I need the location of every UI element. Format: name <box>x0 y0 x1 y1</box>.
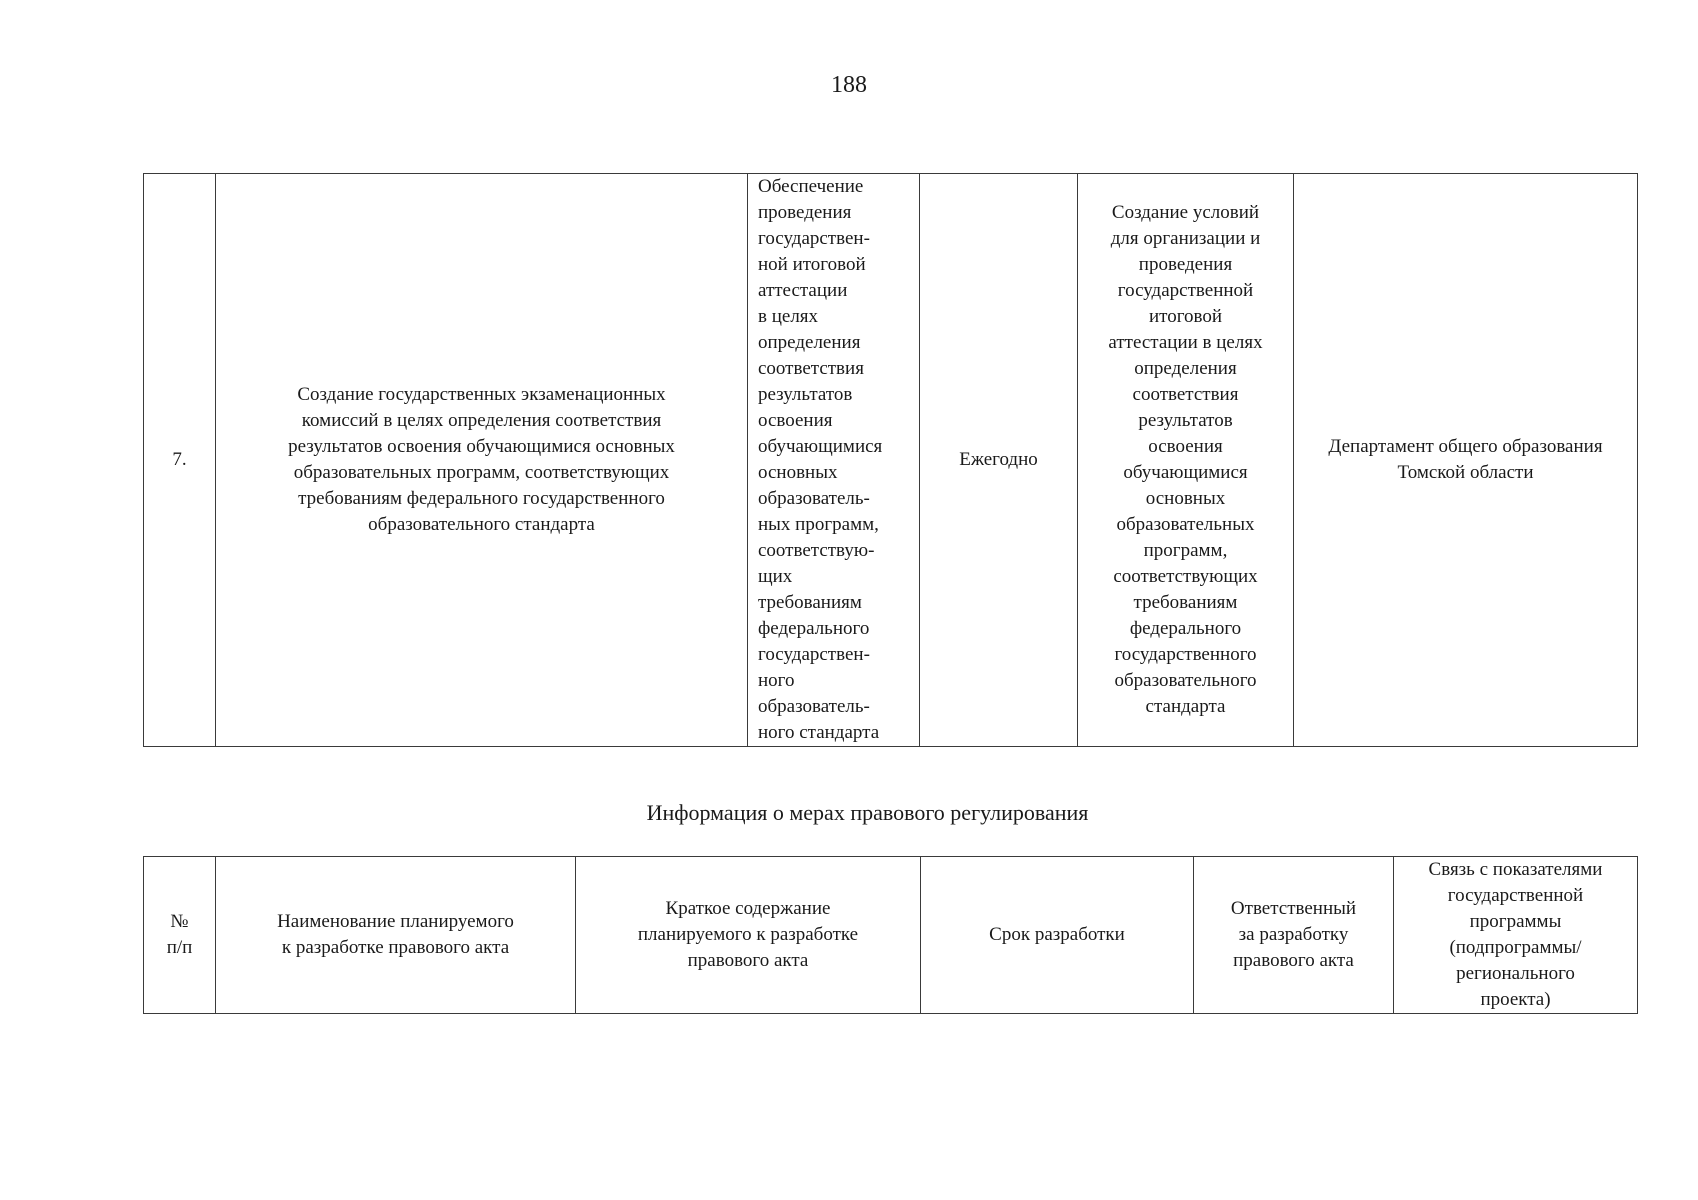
header-responsible: Ответственный за разработку правового акта <box>1194 857 1394 1014</box>
header-summary: Краткое содержание планируемого к разработке правового акта <box>576 857 921 1014</box>
measure-responsible-cell: Департамент общего образования Томской области <box>1294 174 1638 747</box>
legal-regulation-table <box>143 856 1638 1014</box>
measure-content-cell: Обеспечение проведения государствен- ной итоговой аттестации в целях определения соответствия результатов освоения обучающимися основных образователь- ных программ, соответствую- щих требованиям федерального государствен- ного образователь- ного стандарта <box>748 174 920 747</box>
page-number: 188 <box>831 72 867 98</box>
measure-result-cell: Создание условий для организации и проведения государственной итоговой аттестации в целях определения соответствия результатов освоения обучающимися основных образовательных программ, соответствующих требованиям федерального государственного образовательного стандарта <box>1078 174 1294 747</box>
header-program-link: Связь с показателями государственной программы (подпрограммы/ регионального проекта) <box>1394 857 1638 1014</box>
header-term: Срок разработки <box>921 857 1194 1014</box>
measures-table <box>143 173 1638 747</box>
measure-term-cell: Ежегодно <box>920 174 1078 747</box>
header-act-name: Наименование планируемого к разработке правового акта <box>216 857 576 1014</box>
measure-name-cell: Создание государственных экзаменационных комиссий в целях определения соответствия результатов освоения обучающимися основных образовательных программ, соответствующих требованиям федерального государственного образовательного стандарта <box>216 174 748 747</box>
table-header-row <box>144 857 1638 1014</box>
row-number-cell: 7. <box>144 174 216 747</box>
header-num: № п/п <box>144 857 216 1014</box>
section-title: Информация о мерах правового регулирования <box>646 800 1089 825</box>
table-row <box>144 174 1638 747</box>
